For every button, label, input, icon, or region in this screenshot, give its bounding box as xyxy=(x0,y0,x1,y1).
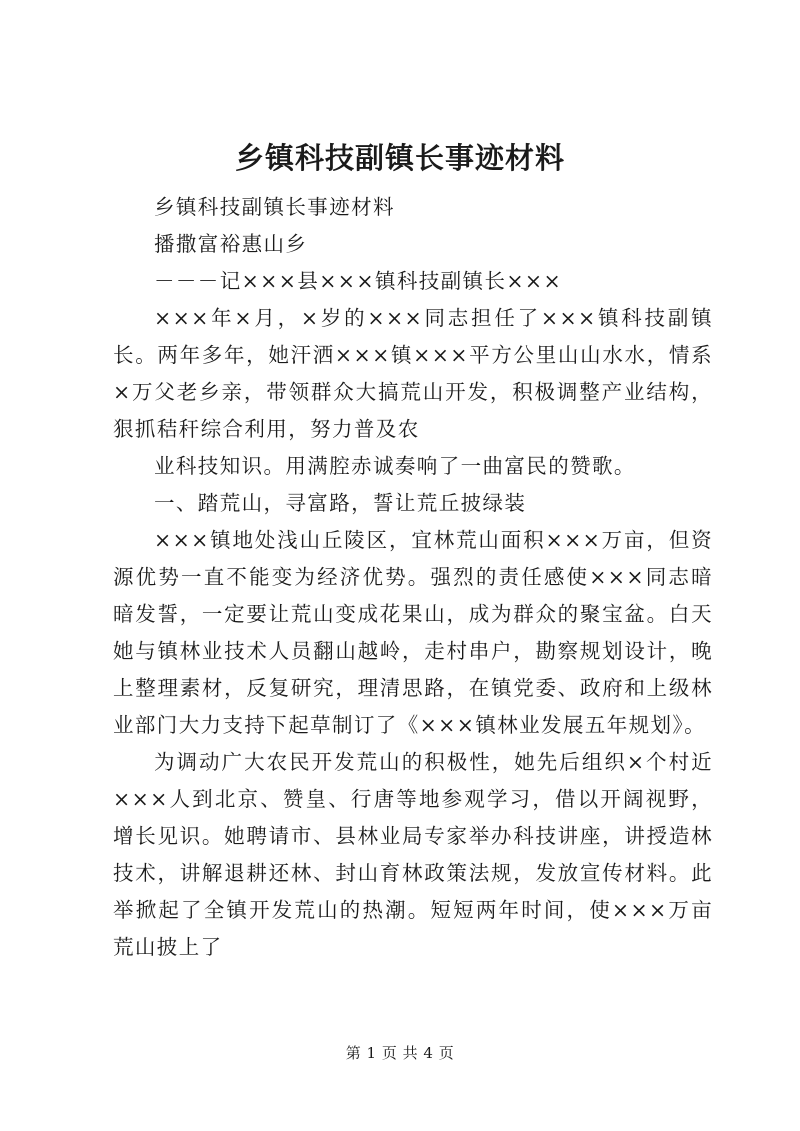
paragraph-intro-continued: 业科技知识。用满腔赤诚奏响了一曲富民的赞歌。 xyxy=(154,454,636,478)
paragraph-body: ×××镇地处浅山丘陵区，宜林荒山面积×××万亩，但资源优势一直不能变为经济优势。强烈的责任感使×××同志暗暗发誓，一定要让荒山变成花果山，成为群众的聚宝盆。白天她与镇林业技术人员翻山越岭，走村串户，勘察规划设计，晚上整理素材，反复研究，理清思路，在镇党委、政府和上级林业部门大力支持下起草制订了《×××镇林业发展五年规划》。 xyxy=(113,528,713,737)
section-heading-1: 一、踏荒山，寻富路，誓让荒丘披绿装 xyxy=(154,491,527,515)
paragraph-body: 为调动广大农民开发荒山的积极性，她先后组织×个村近×××人到北京、赞皇、行唐等地参观学习，借以开阔视野，增长见识。她聘请市、县林业局专家举办科技讲座，讲授造林技术，讲解退耕还林、封山育林政策法规，发放宣传材料。此举掀起了全镇开发荒山的热潮。短短两年时间，使×××万亩荒山披上了 xyxy=(113,750,713,959)
document-title: 乡镇科技副镇长事迹材料 xyxy=(234,141,565,175)
paragraph-byline: －－－记×××县×××镇科技副镇长××× xyxy=(154,269,563,293)
paragraph-subtitle: 乡镇科技副镇长事迹材料 xyxy=(154,195,395,219)
paragraph-heading: 播撒富裕惠山乡 xyxy=(154,232,308,256)
paragraph-intro: ×××年×月，×岁的×××同志担任了×××镇科技副镇长。两年多年，她汗洒×××镇×××平方公里山山水水，情系×万父老乡亲，带领群众大搞荒山开发，积极调整产业结构，狠抓秸秆综合利用，努力普及农 xyxy=(113,306,713,441)
document-body xyxy=(113,189,713,966)
page-footer: 第 1 页 共 4 页 xyxy=(345,1044,455,1062)
